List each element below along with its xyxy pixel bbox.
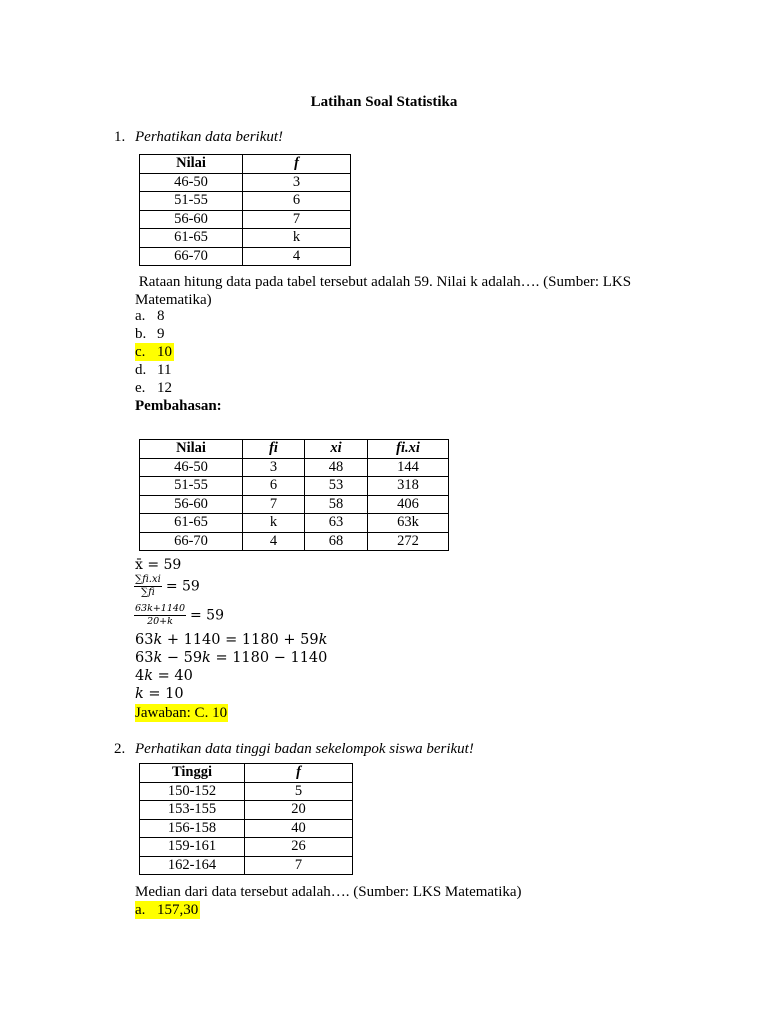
table-row	[140, 819, 353, 838]
table-cell: 51-55	[140, 477, 243, 496]
table-header: f	[243, 155, 351, 174]
equation-step-1: 63𝑘 + 1140 = 1180 + 59𝑘	[135, 632, 328, 648]
table-cell: 406	[368, 495, 449, 514]
option-b: b. 9	[135, 326, 165, 342]
table-row	[140, 192, 351, 211]
table-cell: 53	[305, 477, 368, 496]
table-cell: 63k	[368, 514, 449, 533]
table-cell: 56-60	[140, 210, 243, 229]
table-cell: 4	[243, 247, 351, 266]
table-row	[140, 173, 351, 192]
option-d: d. 11	[135, 362, 172, 378]
table-cell: k	[243, 229, 351, 248]
page-title: Latihan Soal Statistika	[310, 94, 458, 110]
discussion-label: Pembahasan:	[135, 398, 222, 414]
equation-step-2: 63𝑘 − 59𝑘 = 1180 − 1140	[135, 650, 328, 666]
question-2-prompt: Perhatikan data tinggi badan sekelompok siswa berikut!	[135, 741, 474, 757]
table-row	[140, 210, 351, 229]
option-a-correct: a. 157,30	[135, 902, 199, 918]
equation-step-3: 4𝑘 = 40	[135, 668, 193, 684]
table-row	[140, 495, 449, 514]
table-row	[140, 247, 351, 266]
table-cell: 7	[243, 210, 351, 229]
table-cell: 66-70	[140, 532, 243, 551]
fraction-equation-1	[134, 574, 200, 599]
fraction-numerator: ∑fi.xi	[135, 574, 161, 585]
table-row	[140, 514, 449, 533]
table-cell: k	[243, 514, 305, 533]
question-2-number: 2.	[114, 741, 126, 757]
table-cell: 63	[305, 514, 368, 533]
option-e: e. 12	[135, 380, 172, 396]
question-1-number: 1.	[114, 129, 126, 145]
table-header: Nilai	[140, 155, 243, 174]
answer-1: Jawaban: C. 10	[135, 705, 228, 721]
table-header: f	[245, 764, 353, 783]
question-2-text: Median dari data tersebut adalah…. (Sumber: LKS Matematika)	[135, 884, 522, 900]
table-row	[140, 782, 353, 801]
table-row	[140, 801, 353, 820]
option-a: a. 8	[135, 308, 165, 324]
table-cell: 153-155	[140, 801, 245, 820]
table-row	[140, 838, 353, 857]
fraction-equation-2	[134, 603, 224, 628]
table-cell: 46-50	[140, 173, 243, 192]
q1-solution-table	[139, 439, 449, 551]
table-header: fi.xi	[368, 440, 449, 459]
table-cell: 159-161	[140, 838, 245, 857]
equation-rhs: = 59	[189, 607, 224, 624]
table-cell: 58	[305, 495, 368, 514]
table-row	[140, 532, 449, 551]
table-header: Tinggi	[140, 764, 245, 783]
table-cell: 3	[243, 458, 305, 477]
equation-rhs: = 59	[165, 578, 200, 595]
table-cell: 61-65	[140, 514, 243, 533]
option-c-correct: c. 10	[135, 344, 172, 360]
table-cell: 156-158	[140, 819, 245, 838]
table-cell: 272	[368, 532, 449, 551]
table-header: xi	[305, 440, 368, 459]
table-cell: 56-60	[140, 495, 243, 514]
table-cell: 3	[243, 173, 351, 192]
table-cell: 48	[305, 458, 368, 477]
table-cell: 46-50	[140, 458, 243, 477]
q1-data-table	[139, 154, 351, 266]
table-cell: 68	[305, 532, 368, 551]
table-row	[140, 856, 353, 875]
fraction-denominator: 20+k	[147, 616, 173, 627]
table-row	[140, 458, 449, 477]
equation-step-4: 𝑘 = 10	[135, 686, 184, 702]
table-cell: 66-70	[140, 247, 243, 266]
table-cell: 162-164	[140, 856, 245, 875]
table-cell: 40	[245, 819, 353, 838]
table-cell: 51-55	[140, 192, 243, 211]
fraction-numerator: 63k+1140	[135, 603, 185, 614]
table-cell: 26	[245, 838, 353, 857]
question-1-text-line2: Matematika)	[135, 292, 212, 308]
question-1-prompt: Perhatikan data berikut!	[135, 129, 284, 145]
mean-equation: x̄ = 59	[135, 557, 182, 573]
table-cell: 150-152	[140, 782, 245, 801]
table-cell: 6	[243, 192, 351, 211]
table-cell: 144	[368, 458, 449, 477]
table-cell: 7	[245, 856, 353, 875]
table-cell: 61-65	[140, 229, 243, 248]
question-1-text-line1: Rataan hitung data pada tabel tersebut adalah 59. Nilai k adalah…. (Sumber: LKS	[135, 274, 632, 290]
table-row	[140, 477, 449, 496]
table-cell: 20	[245, 801, 353, 820]
table-header: Nilai	[140, 440, 243, 459]
table-cell: 7	[243, 495, 305, 514]
table-cell: 318	[368, 477, 449, 496]
table-cell: 5	[245, 782, 353, 801]
q2-data-table	[139, 763, 353, 875]
table-header: fi	[243, 440, 305, 459]
table-cell: 4	[243, 532, 305, 551]
table-cell: 6	[243, 477, 305, 496]
table-row	[140, 229, 351, 248]
fraction-denominator: ∑fi	[141, 587, 155, 598]
